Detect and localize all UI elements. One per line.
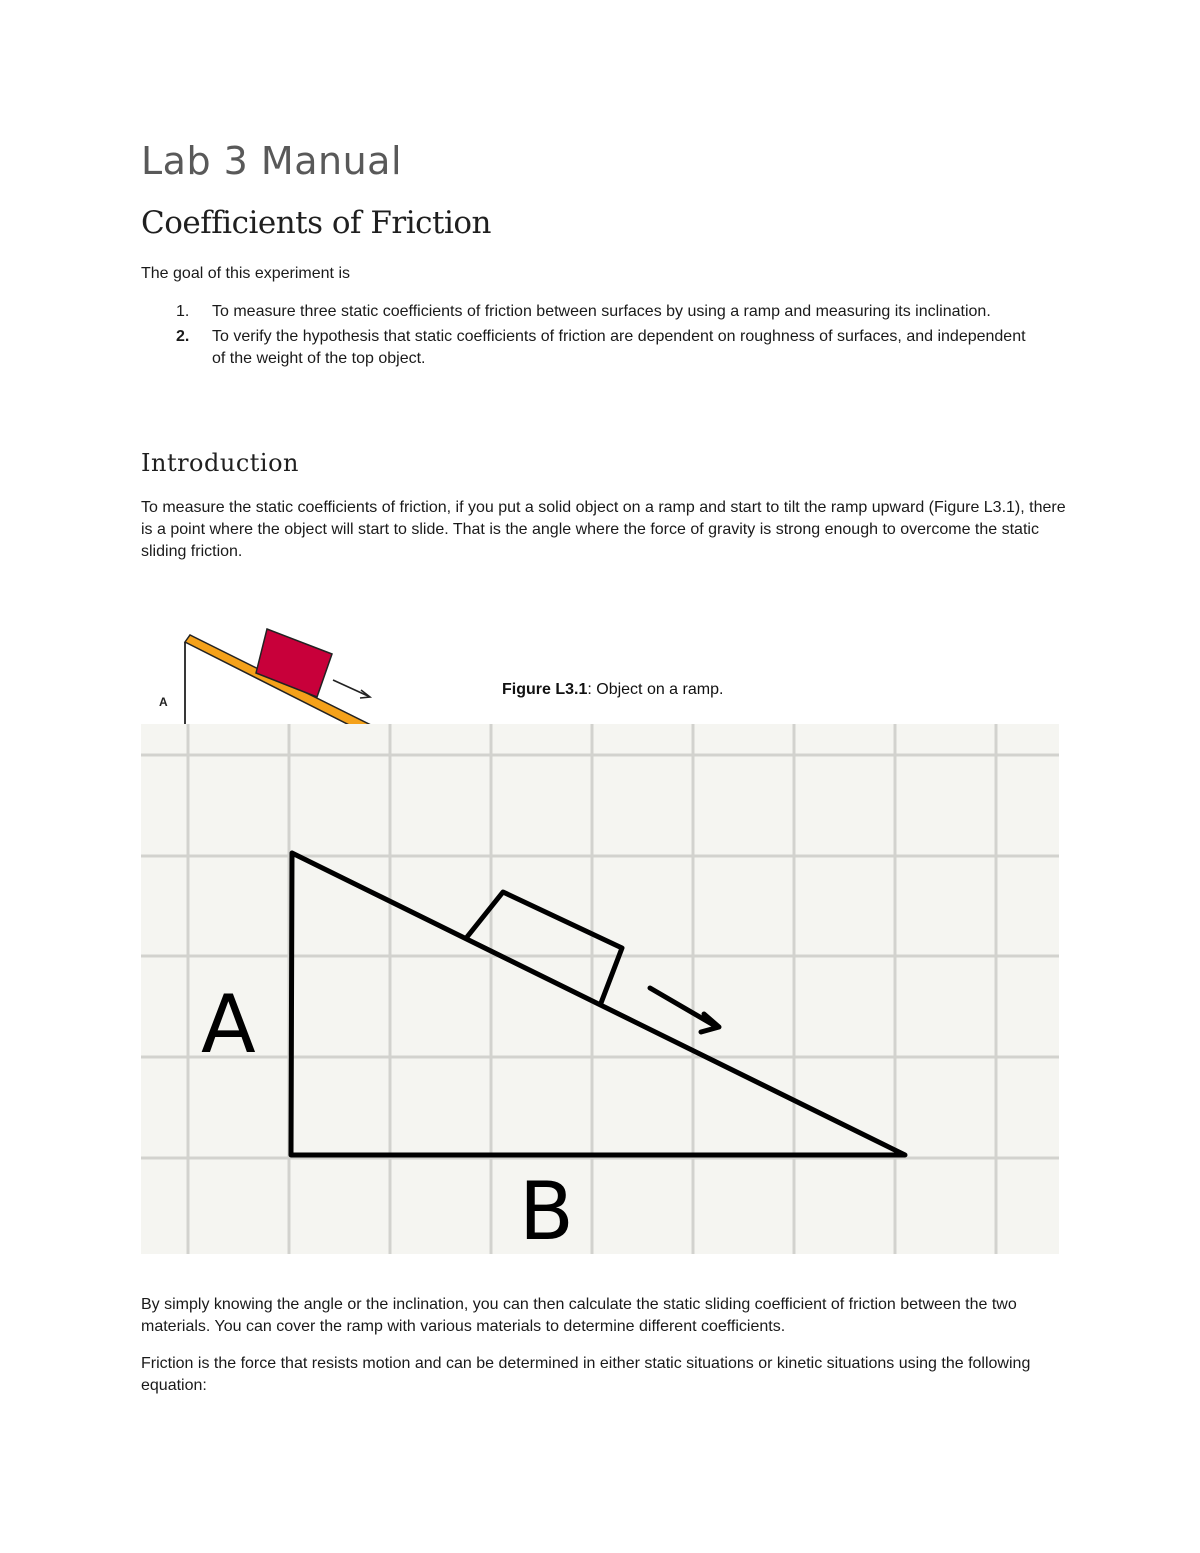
ramp-figure-small-drawing	[141, 620, 381, 725]
inclination-paragraph: By simply knowing the angle or the inclination, you can then calculate the static sliding coefficient of friction between the two materials. You can cover the ramp with various materials to determine different coefficients.	[141, 1296, 1017, 1335]
introduction-heading: Introduction	[141, 449, 299, 477]
side-label-a: A	[201, 978, 256, 1071]
goal-text-2: To verify the hypothesis that static coefficients of friction are dependent on roughness of surfaces, and independent of the weight of the top object.	[212, 328, 1026, 367]
goal-number-2: 2.	[176, 328, 190, 345]
ramp-triangle	[291, 853, 905, 1155]
slide-arrow-head	[360, 690, 370, 698]
goal-number-1: 1.	[176, 303, 190, 320]
friction-paragraph: Friction is the force that resists motion and can be determined in either static situations or kinetic situations using the following equation:	[141, 1355, 1031, 1394]
side-label-b: B	[519, 1165, 574, 1254]
ramp-figure-small	[141, 620, 381, 725]
sketch-arrow-shaft	[650, 988, 717, 1027]
goal-text-1: To measure three static coefficients of friction between surfaces by using a ramp and measuring its inclination.	[212, 303, 991, 320]
goal-item-1	[141, 301, 1041, 323]
slide-arrow-shaft	[333, 680, 368, 696]
goal-list	[141, 301, 1041, 370]
small-label-a: A	[159, 695, 168, 709]
goal-intro: The goal of this experiment is	[141, 265, 350, 282]
intro-paragraph: To measure the static coefficients of friction, if you put a solid object on a ramp and start to tilt the ramp upward (Figure L3.1), there is a point where the object will start to slide. That is the angle where the force of gravity is strong enough to overcome the static sliding friction.	[141, 499, 1066, 560]
ramp-sketch-drawing	[141, 724, 1059, 1254]
goal-item-2	[141, 326, 1041, 370]
document-title: Lab 3 Manual	[141, 139, 402, 183]
document-subtitle: Coefficients of Friction	[141, 205, 491, 241]
ramp-sketch-figure	[141, 724, 1059, 1254]
figure-caption	[502, 681, 723, 699]
grid-lines	[141, 724, 1059, 1254]
figure-caption-text: : Object on a ramp.	[587, 681, 724, 698]
figure-caption-label: Figure L3.1	[502, 681, 588, 698]
red-block	[256, 629, 332, 697]
